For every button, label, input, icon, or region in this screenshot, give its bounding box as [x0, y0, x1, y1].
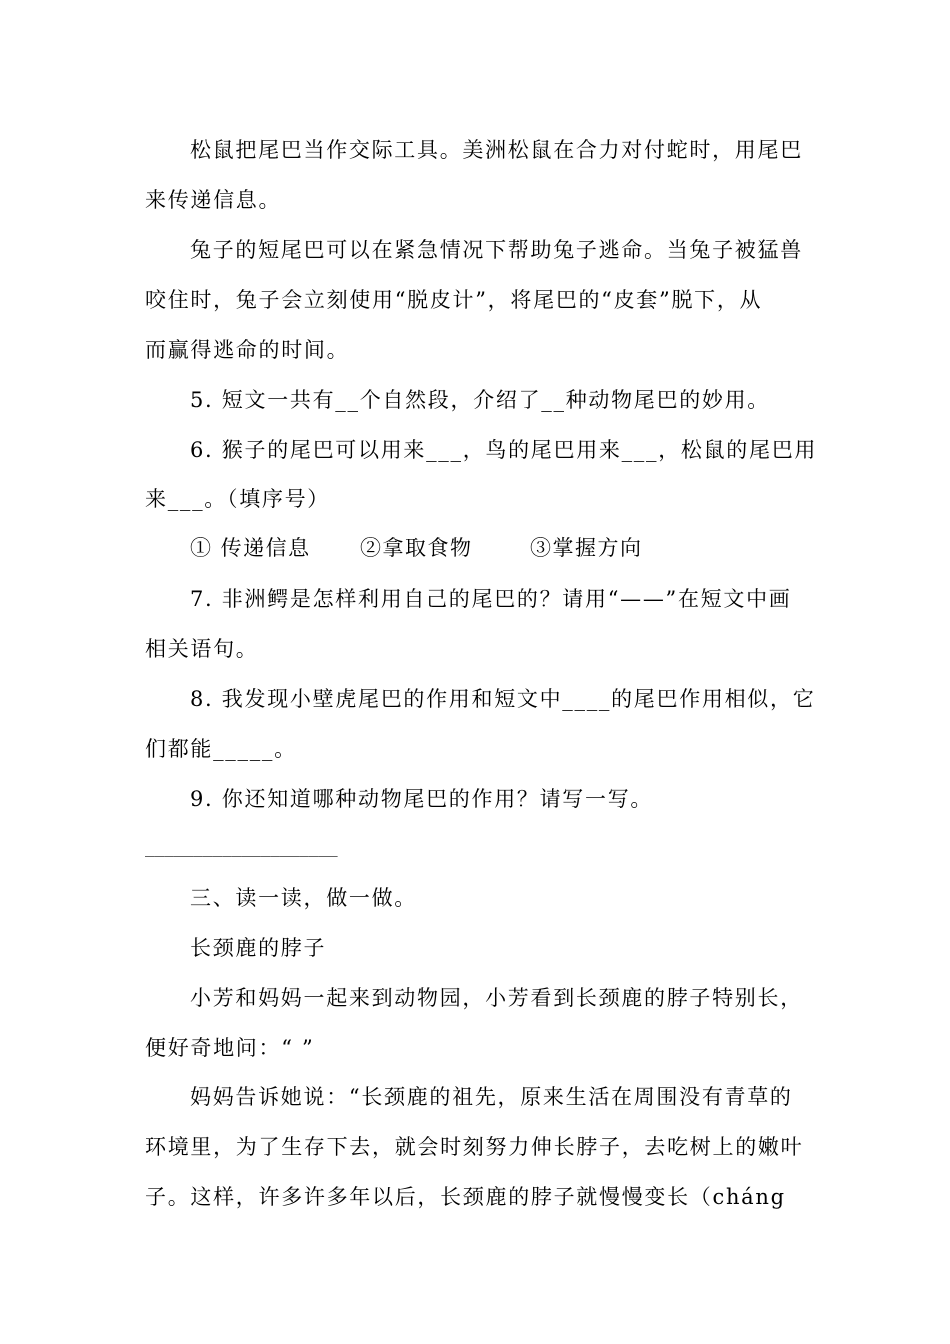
paragraph-rabbit-line-2: 咬住时，兔子会立刻使用“脱皮计”，将尾巴的“皮套”脱下，从 [145, 288, 763, 312]
answer-line: ____________________ [145, 838, 338, 857]
question-8-line-2: 们都能_____。 [145, 737, 297, 761]
story-line-1: 小芳和妈妈一起来到动物园，小芳看到长颈鹿的脖子特别长， [190, 986, 803, 1010]
option-1: ① 传递信息 [190, 536, 311, 560]
story-line-4: 环境里，为了生存下去，就会时刻努力伸长脖子，去吃树上的嫩叶 [145, 1135, 804, 1159]
question-8-line-1: 8. 我发现小壁虎尾巴的作用和短文中____的尾巴作用相似，它 [190, 687, 816, 711]
story-title: 长颈鹿的脖子 [190, 936, 327, 960]
option-3: ③掌握方向 [530, 536, 643, 560]
question-7-line-2: 相关语句。 [145, 637, 259, 661]
paragraph-squirrel-line-2: 来传递信息。 [145, 188, 282, 212]
story-line-2: 便好奇地问：“ ” [145, 1036, 315, 1060]
paragraph-rabbit-line-3: 而赢得逃命的时间。 [145, 338, 350, 362]
story-line-3: 妈妈告诉她说：“长颈鹿的祖先，原来生活在周围没有青草的 [190, 1085, 793, 1109]
question-6-line-2: 来___。（填序号） [145, 487, 330, 511]
question-5: 5. 短文一共有__个自然段，介绍了__种动物尾巴的妙用。 [190, 388, 771, 412]
option-2: ②拿取食物 [360, 536, 473, 560]
question-9: 9. 你还知道哪种动物尾巴的作用？请写一写。 [190, 787, 654, 811]
paragraph-rabbit-line-1: 兔子的短尾巴可以在紧急情况下帮助兔子逃命。当兔子被猛兽 [190, 238, 803, 262]
question-6-line-1: 6. 猴子的尾巴可以用来___，鸟的尾巴用来___，松鼠的尾巴用 [190, 438, 818, 462]
question-7-line-1: 7. 非洲鳄是怎样利用自己的尾巴的？请用“——”在短文中画 [190, 587, 792, 611]
paragraph-squirrel-line-1: 松鼠把尾巴当作交际工具。美洲松鼠在合力对付蛇时，用尾巴 [190, 138, 803, 162]
section-3-heading: 三、读一读，做一做。 [190, 886, 417, 910]
story-line-5: 子。这样，许多许多年以后，长颈鹿的脖子就慢慢变长（cháng [145, 1185, 786, 1209]
